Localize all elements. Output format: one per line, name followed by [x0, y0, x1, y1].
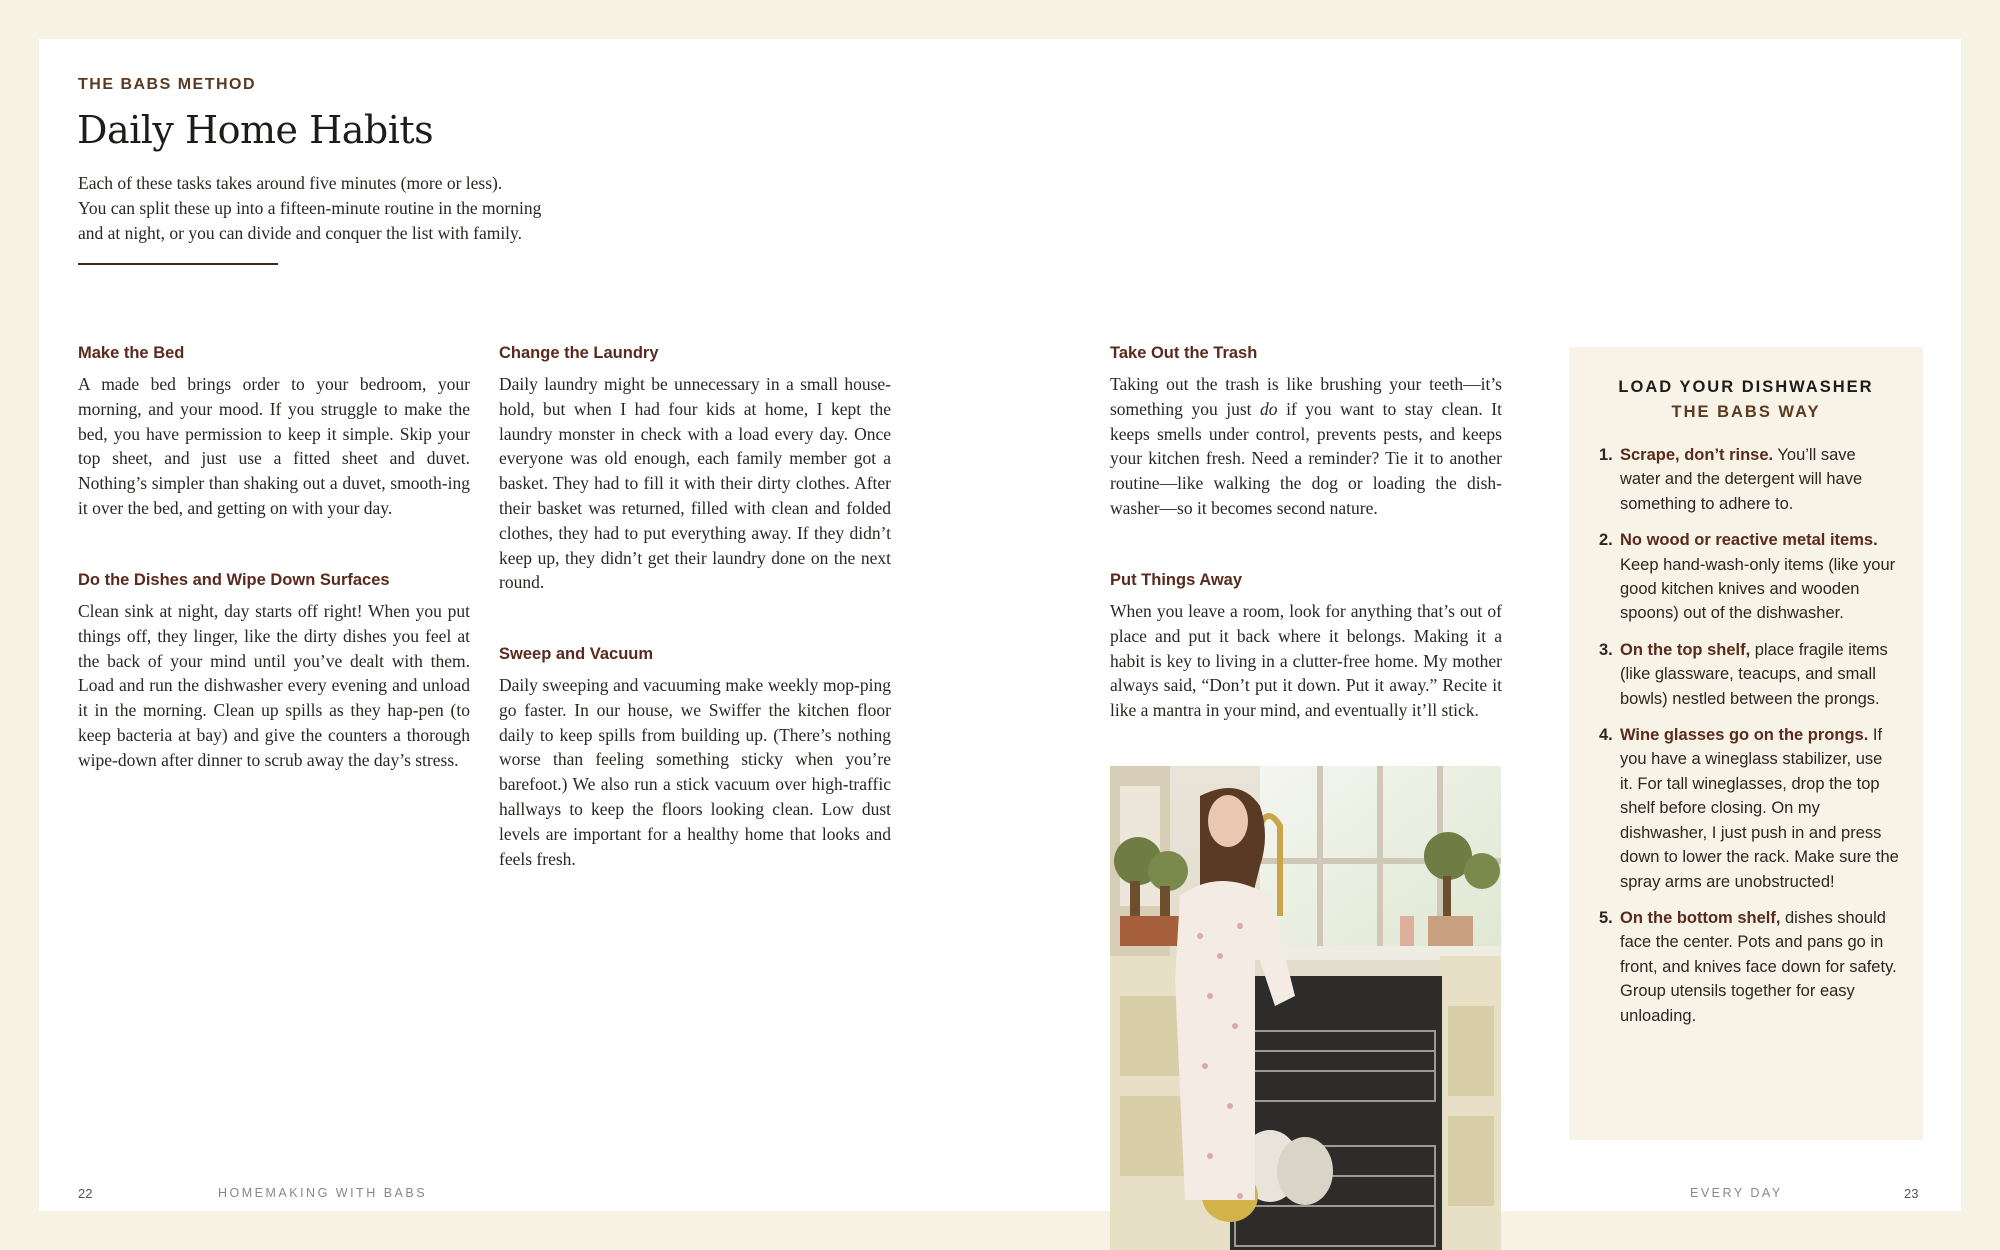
section-heading: Put Things Away — [1110, 571, 1243, 589]
intro-line: and at night, or you can divide and conquer the list with family. — [78, 223, 523, 243]
list-item: 5. On the bottom shelf, dishes should face the center. Pots and pans go in front, and knives face down for safety. Group utensils together for easy unloading. — [1599, 908, 1897, 1025]
section-heading: Change the Laundry — [499, 344, 659, 362]
section-body: When you leave a room, look for anything that’s out of place and put it back where it belongs. Making it a habit is key to living in a clutter-free home. My mother always said, “Don’t put it down. Put it away.” Recite it like a mantra in your mind, and eventually it’ll stick. — [1110, 601, 1502, 721]
page-title: Daily Home Habits — [77, 108, 434, 152]
list-item: 3. On the top shelf, place fragile items (like glassware, teacups, and small bowls) nestled between the prongs. — [1599, 640, 1888, 708]
section-make-bed — [78, 344, 470, 521]
kitchen-photo — [1110, 766, 1501, 1250]
running-footer-left: HOMEMAKING WITH BABS — [218, 1186, 428, 1200]
sidebar-title-line: LOAD YOUR DISHWASHER — [1618, 378, 1874, 396]
sidebar-subtitle-line: THE BABS WAY — [1671, 403, 1821, 421]
section-body: Daily laundry might be unnecessary in a small house-hold, but when I had four kids at home, I kept the laundry monster in check with a load every day. Once everyone was old enough, each family member got a basket. They had to fill it with their dirty clothes. After their basket was returned, filled with clean and folded clothes, they had to put everything away. If they didn’t keep up, they didn’t get their laundry done on the next round. — [499, 374, 891, 593]
list-item: 1. Scrape, don’t rinse. You’ll save water and the detergent will have something to adhere to. — [1599, 446, 1863, 513]
section-sweep — [499, 645, 891, 871]
list-item: 4. Wine glasses go on the prongs. If you have a wineglass stabilizer, use it. For tall wineglasses, drop the top shelf before closing. On my dishwasher, I just push in and press down to lower the rack. Make sure the spray arms are unobstructed! — [1599, 726, 1899, 891]
kicker: THE BABS METHOD — [78, 76, 257, 93]
section-body: Clean sink at night, day starts off right! When you put things off, they linger, like the dirty dishes you feel at the back of your mind until you’ve dealt with them. Load and run the dishwasher every evening and unload it in the morning. Clean up spills as they hap-pen (to keep bacteria at bay) and give the counters a thorough wipe-down after dinner to scrub away the day’s stress. — [78, 601, 470, 770]
divider — [78, 263, 278, 265]
section-heading: Make the Bed — [78, 344, 185, 362]
page-number-right: 23 — [1904, 1186, 1919, 1201]
intro-line: Each of these tasks takes around five minutes (more or less). — [78, 173, 503, 193]
emphasis: do — [1260, 398, 1278, 419]
section-put-away — [1110, 571, 1502, 723]
sidebar-list — [1599, 443, 1899, 1040]
section-heading: Sweep and Vacuum — [499, 645, 654, 663]
section-body: Taking out the trash is like brushing your teeth—it’s something you just do if you want to stay clean. It keeps smells under control, prevents pests, and keeps your kitchen fresh. Need a reminder? Tie it to another routine—like walking the dog or loading the dish-washer—so it becomes second nature. — [1110, 374, 1502, 518]
list-item: 2. No wood or reactive metal items. Keep hand-wash-only items (like your good kitchen knives and wooden spoons) out of the dishwasher. — [1599, 531, 1896, 623]
running-footer-right: EVERY DAY — [1690, 1186, 1783, 1200]
section-body: A made bed brings order to your bedroom, your morning, and your mood. If you struggle to make the bed, you have permission to keep it simple. Skip your top sheet, and just use a fitted sheet and duvet. Nothing’s simpler than shaking out a duvet, smooth-ing it over the bed, and getting on with your day. — [78, 374, 470, 518]
dishwasher-sidebar — [1569, 347, 1923, 1140]
section-heading: Do the Dishes and Wipe Down Surfaces — [78, 571, 390, 589]
intro — [78, 171, 598, 246]
intro-line: You can split these up into a fifteen-minute routine in the morning — [78, 198, 542, 218]
page-number-left: 22 — [78, 1186, 93, 1201]
section-laundry — [499, 344, 891, 595]
section-heading: Take Out the Trash — [1110, 344, 1258, 362]
sidebar-title — [1569, 375, 1923, 425]
section-body: Daily sweeping and vacuuming make weekly mop-ping go faster. In our house, we Swiffer the kitchen floor daily to keep spills from building up. (There’s nothing worse than feeling something sticky when you’re barefoot.) We also run a stick vacuum over high-traffic hallways to keep the floors looking clean. Low dust levels are important for a healthy home that looks and feels fresh. — [499, 675, 891, 869]
section-dishes — [78, 571, 470, 773]
section-trash — [1110, 344, 1502, 521]
